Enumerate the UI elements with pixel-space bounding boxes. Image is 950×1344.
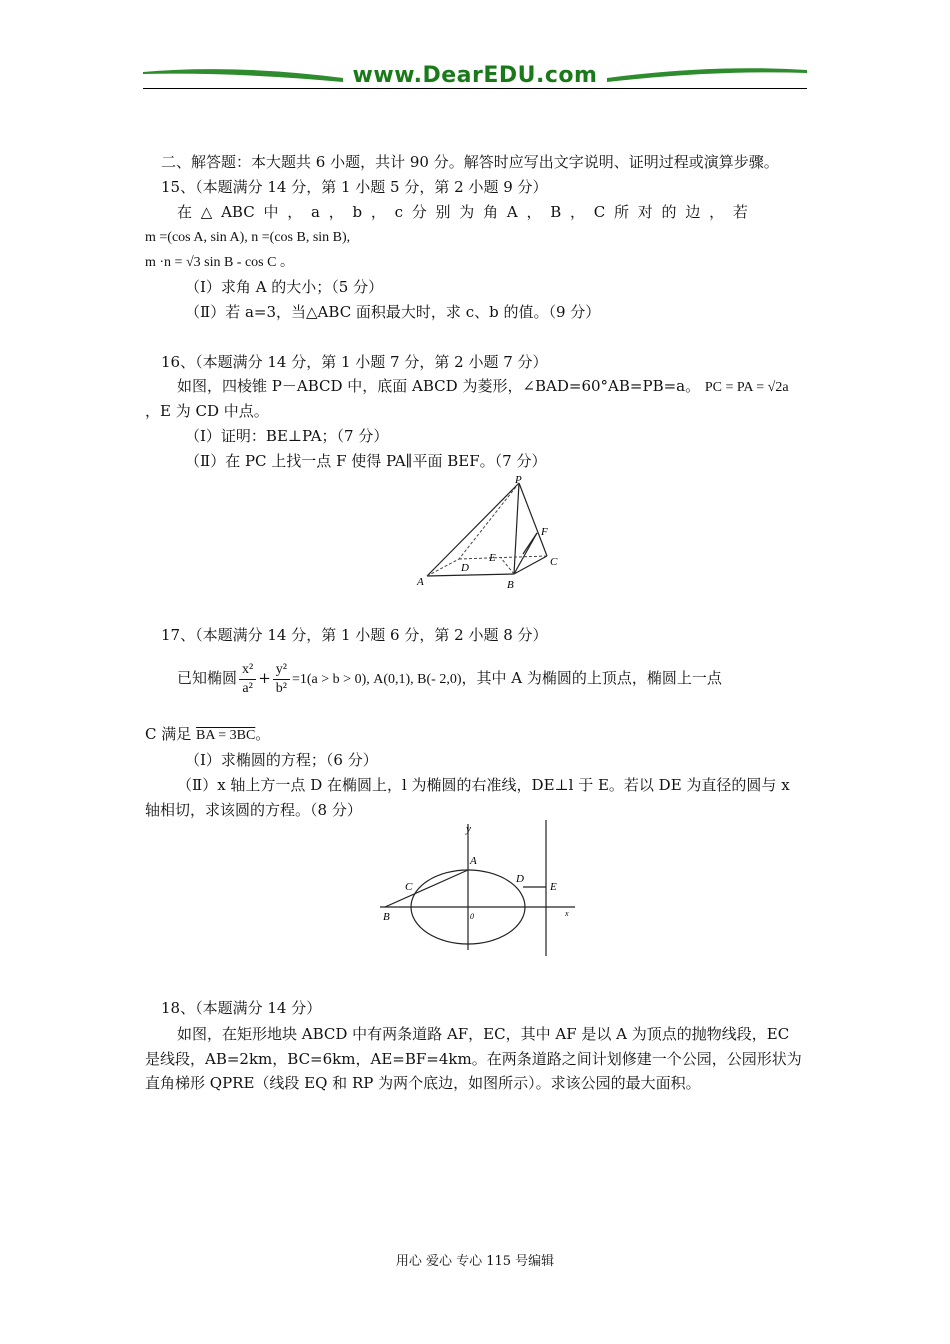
header-rule <box>143 88 807 89</box>
section-heading: 二、解答题：本大题共 6 小题，共计 90 分。解答时应写出文字说明、证明过程或演算步骤。 <box>161 153 779 171</box>
q16-intro-math: PC = PA = √2a <box>704 380 789 395</box>
q18-line1: 如图，在矩形地块 ABCD 中有两条道路 AF，EC，其中 AF 是以 A 为顶点的抛物线段，EC <box>177 1025 790 1043</box>
q16-title: 16、（本题满分 14 分，第 1 小题 7 分，第 2 小题 7 分） <box>161 353 548 371</box>
q17-cond-post: 。 <box>255 725 271 743</box>
q18-line2: 是线段，AB=2km，BC=6km，AE=BF=4km。在两条道路之间计划修建一个公园，公园形状为 <box>145 1050 802 1068</box>
fig16-label-a: A <box>417 576 424 588</box>
ellipse-figure <box>375 818 585 960</box>
fig16-label-c: C <box>550 556 558 568</box>
pyramid-figure <box>415 473 565 593</box>
fig16-label-b: B <box>507 579 514 591</box>
q15-vectors: m =(cos A, sin A), n =(cos B, sin B), <box>145 230 351 245</box>
q16-part1: （Ⅰ）证明：BE⊥PA；（7 分） <box>185 427 389 445</box>
q15-intro: 在 △ ABC 中 ， a ， b ， c 分 别 为 角 A ， B ， C 所 对 的 边 ， 若 <box>177 203 748 221</box>
q15-part1: （Ⅰ）求角 A 的大小；（5 分） <box>185 278 384 296</box>
q17-cond-pre: C 满足 <box>145 725 192 743</box>
q18-title: 18、（本题满分 14 分） <box>161 999 322 1017</box>
q17-frac-y <box>273 661 290 698</box>
q17-cond-line <box>145 724 810 746</box>
fig17-label-d: D <box>516 873 524 885</box>
q15-title: 15、（本题满分 14 分，第 1 小题 5 分，第 2 小题 9 分） <box>161 178 548 196</box>
q17-intro-math: =1(a > b > 0), A(0,1), B(- 2,0) <box>292 672 462 687</box>
q16-part2: （Ⅱ）在 PC 上找一点 F 使得 PA∥平面 BEF。（7 分） <box>185 452 547 470</box>
fig16-label-f: F <box>541 526 548 538</box>
q15-dot-product: m ·n = √3 sin B - cos C 。 <box>145 255 294 270</box>
page-footer: 用心 爱心 专心 115 号编辑 <box>395 1254 555 1269</box>
fig17-label-x: x <box>565 909 569 918</box>
q18-line3: 直角梯形 QPRE（线段 EQ 和 RP 为两个底边，如图所示）。求该公园的最大面积。 <box>145 1074 701 1092</box>
fig16-label-e: E <box>489 552 496 564</box>
fig17-label-origin: 0 <box>470 912 474 921</box>
q17-intro-line: 已知椭圆 $\frac{\text{x²}}{\text{a²}}$ + $\frac{\text{y²}}{\text{b²}}$ =1(a > b > 0), A(0,1), B(- 2,0)，其中 A 为椭圆的上顶点，椭圆上一点 <box>177 661 722 696</box>
fig17-label-a: A <box>470 855 477 867</box>
q17-intro-post: ，其中 A 为椭圆的上顶点，椭圆上一点 <box>461 669 722 687</box>
q17-frac-x <box>239 661 256 698</box>
site-title: www.DearEDU.com <box>352 63 598 88</box>
q17-part1: （Ⅰ）求椭圆的方程；（6 分） <box>185 751 378 769</box>
frac-x-num: x² <box>239 661 256 680</box>
q17-part2-a: （Ⅱ）x 轴上方一点 D 在椭圆上，l 为椭圆的右准线，DE⊥l 于 E。若以 DE 为直径的圆与 x <box>177 776 790 794</box>
q16-intro-cont: ，E 为 CD 中点。 <box>145 402 269 420</box>
q17-intro-pre: 已知椭圆 <box>177 669 238 687</box>
q16-intro-line <box>145 376 842 398</box>
fig16-label-p: P <box>515 474 522 486</box>
frac-y-num: y² <box>273 661 290 680</box>
q17-cond-math: BA = 3BC <box>196 728 256 743</box>
q17-part2-b: 轴相切，求该圆的方程。（8 分） <box>145 801 362 819</box>
fig16-label-d: D <box>461 562 469 574</box>
fig17-label-c: C <box>405 881 413 893</box>
fig17-label-e: E <box>550 881 557 893</box>
frac-y-den: b² <box>275 680 287 696</box>
fig17-label-y: y <box>466 823 471 835</box>
frac-x-den: a² <box>242 680 253 696</box>
q16-intro: 如图，四棱锥 P－ABCD 中，底面 ABCD 为菱形，∠BAD=60°AB=PB=a。 <box>177 377 701 395</box>
fig17-label-b: B <box>383 911 390 923</box>
q15-part2: （Ⅱ）若 a=3，当△ABC 面积最大时，求 c、b 的值。（9 分） <box>185 303 601 321</box>
q17-title: 17、（本题满分 14 分，第 1 小题 6 分，第 2 小题 8 分） <box>161 626 548 644</box>
